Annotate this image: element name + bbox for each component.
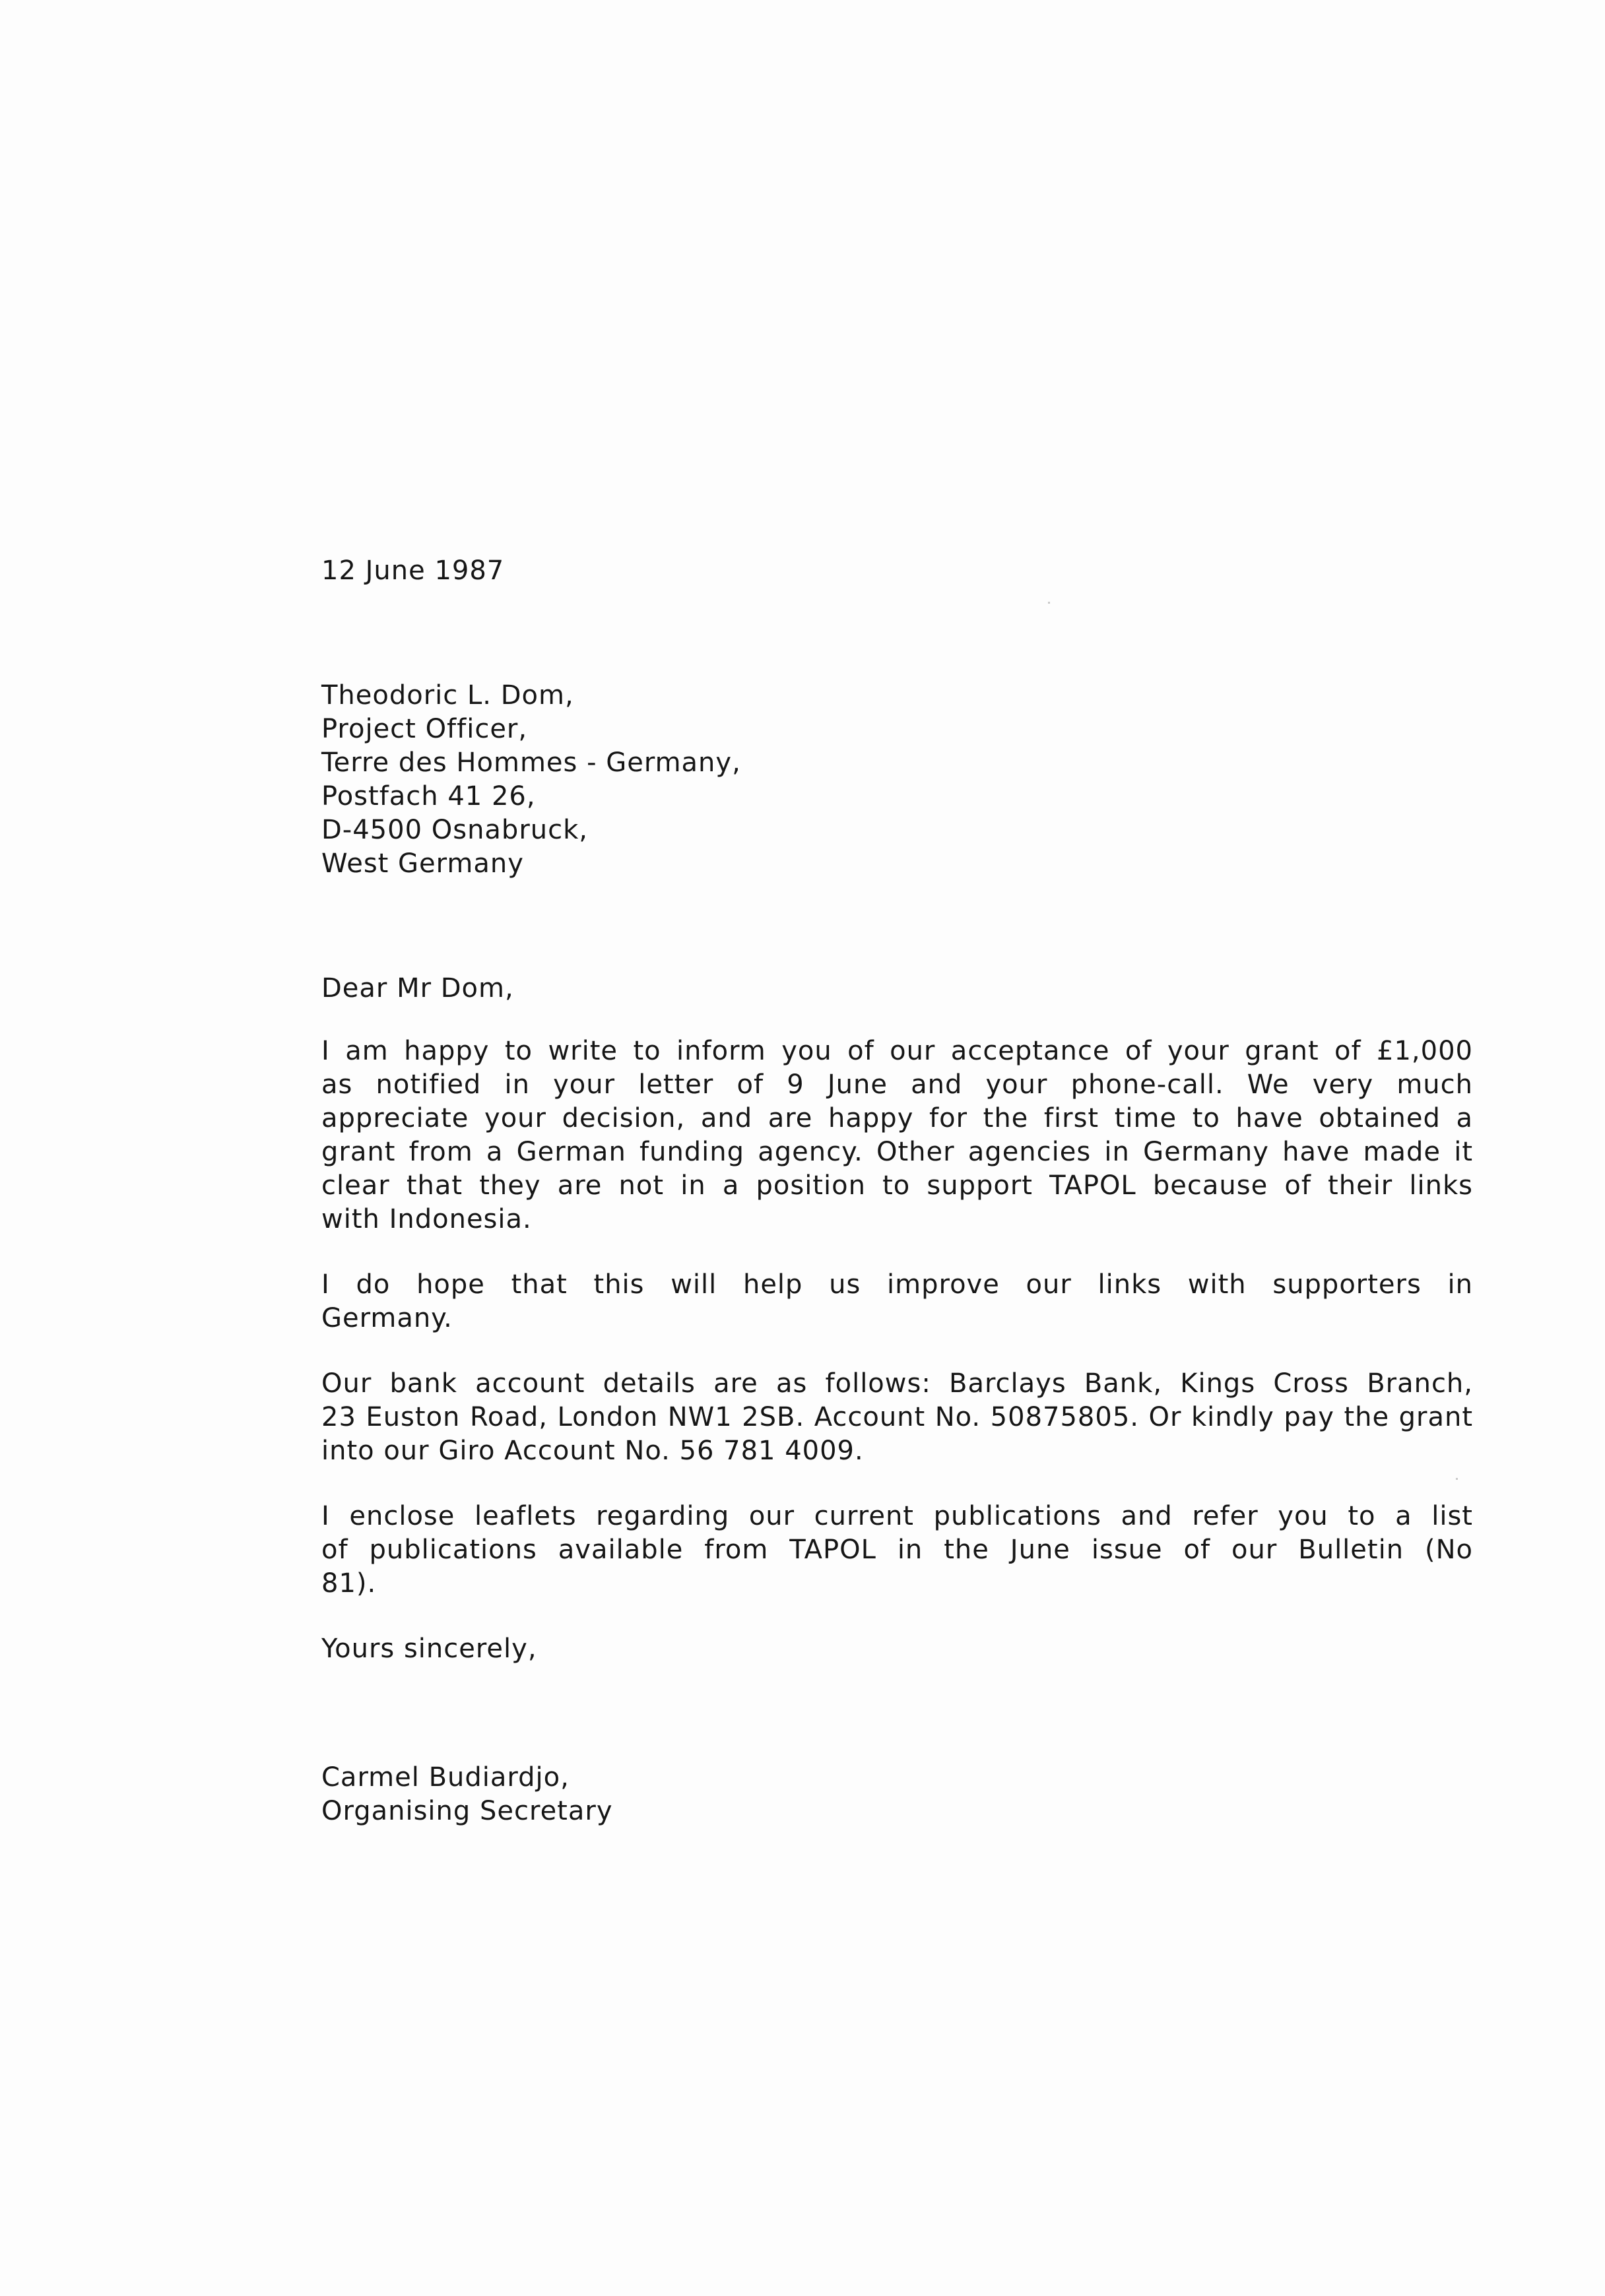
closing bbox=[321, 1632, 1473, 1666]
recipient-organisation: Terre des Hommes - Germany, bbox=[321, 748, 741, 778]
recipient-country: West Germany bbox=[321, 848, 524, 879]
paragraph-line: 23 Euston Road, London NW1 2SB. Account No. 50875805. Or kindly pay the grant bbox=[321, 1402, 1473, 1432]
recipient-postbox: Postfach 41 26, bbox=[321, 781, 536, 812]
paragraph-line: into our Giro Account No. 56 781 4009. bbox=[321, 1436, 864, 1466]
paragraph-line: as notified in your letter of 9 June and your phone-call. We very much bbox=[321, 1069, 1473, 1100]
paragraph-line: I enclose leaflets regarding our current publications and refer you to a list bbox=[321, 1501, 1473, 1531]
recipient-address bbox=[321, 679, 1473, 881]
paragraph-line: Germany. bbox=[321, 1303, 453, 1333]
salutation-text: Dear Mr Dom, bbox=[321, 973, 514, 1004]
paragraph-line: I do hope that this will help us improve our links with supporters in bbox=[321, 1269, 1473, 1300]
date-text: 12 June 1987 bbox=[321, 556, 505, 586]
signatory-name: Carmel Budiardjo, bbox=[321, 1762, 570, 1793]
paragraph-line: with Indonesia. bbox=[321, 1204, 532, 1234]
paragraph-line: I am happy to write to inform you of our acceptance of your grant of £1,000 bbox=[321, 1036, 1473, 1066]
letter-date bbox=[321, 554, 1473, 588]
closing-text: Yours sincerely, bbox=[321, 1634, 537, 1664]
paragraph-line: of publications available from TAPOL in the June issue of our Bulletin (No bbox=[321, 1535, 1473, 1565]
recipient-position: Project Officer, bbox=[321, 714, 528, 744]
paragraph-line: clear that they are not in a position to support TAPOL because of their links bbox=[321, 1170, 1473, 1201]
paragraph-grant-acceptance bbox=[321, 1035, 1473, 1236]
paragraph-line: 81). bbox=[321, 1568, 377, 1599]
signature-block bbox=[321, 1761, 1473, 1828]
letter-body bbox=[321, 554, 1473, 1828]
paragraph-line: grant from a German funding agency. Other agencies in Germany have made it bbox=[321, 1137, 1473, 1167]
paragraph-publications bbox=[321, 1500, 1473, 1601]
recipient-name: Theodoric L. Dom, bbox=[321, 680, 574, 711]
paragraph-line: appreciate your decision, and are happy for the first time to have obtained a bbox=[321, 1103, 1473, 1133]
paragraph-bank-details bbox=[321, 1367, 1473, 1468]
recipient-city: D-4500 Osnabruck, bbox=[321, 815, 588, 845]
signatory-title: Organising Secretary bbox=[321, 1796, 613, 1826]
paragraph-line: Our bank account details are as follows: Barclays Bank, Kings Cross Branch, bbox=[321, 1368, 1473, 1399]
salutation bbox=[321, 972, 1473, 1005]
paragraph-supporters bbox=[321, 1268, 1473, 1335]
